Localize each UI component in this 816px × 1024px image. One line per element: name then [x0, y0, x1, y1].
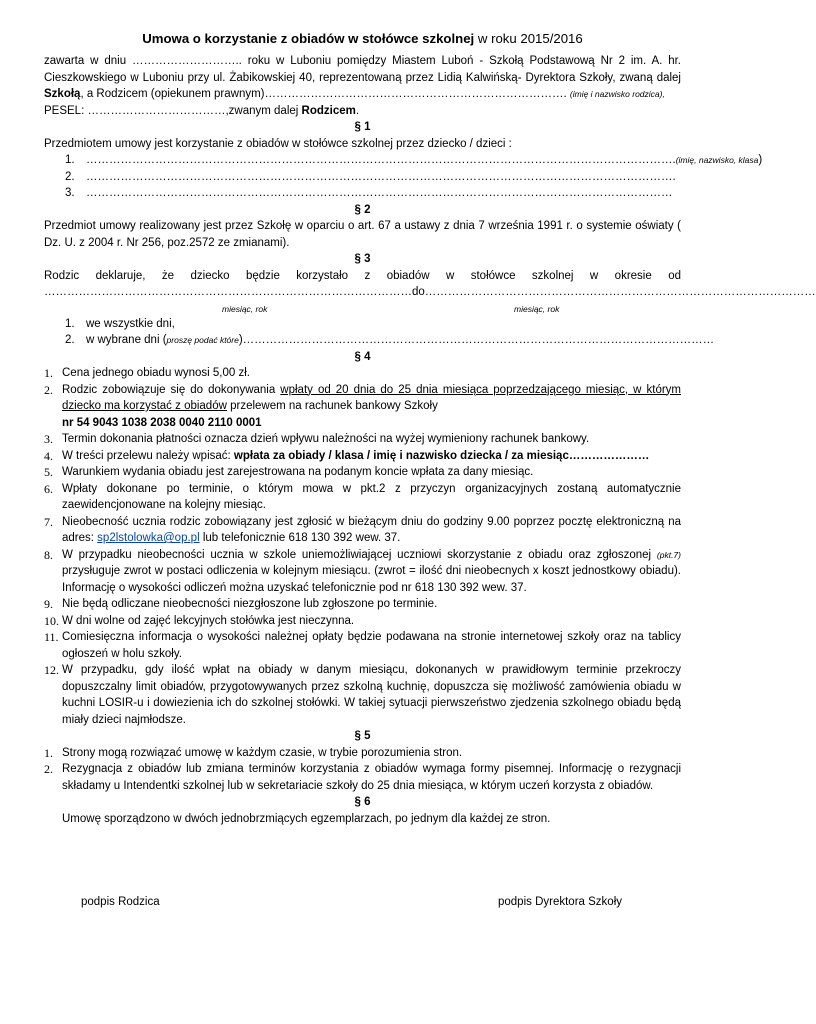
child-line: 2. ……………………………………………………………………………………………………………………………………….: [65, 170, 676, 183]
director-signature-label: podpis Dyrektora Szkoły: [498, 896, 622, 908]
list-item: 4. W treści przelewu należy wpisać: wpłata za obiady / klasa / imię i nazwisko dziecka / za miesiąc…………………: [44, 448, 650, 463]
month-hint-from: miesiąc, rok: [222, 303, 268, 314]
section-5-list: [44, 745, 681, 795]
section-4-list: [44, 365, 681, 728]
section-4-heading: § 4: [354, 350, 371, 363]
parent-signature-label: podpis Rodzica: [81, 896, 160, 908]
list-item: 1. Cena jednego obiadu wynosi 5,00 zł.: [44, 366, 250, 380]
list-item: 6. Wpłaty dokonane po terminie, o którym mowa w pkt.2 z przyczyn organizacyjnych zostaną automatycznie zaewidencjonowane na kolejny miesiąc.: [44, 481, 681, 511]
title-bold: Umowa o korzystanie z obiadów w stołówce szkolnej: [142, 31, 475, 46]
section-6-text: Umowę sporządzono w dwóch jednobrzmiących egzemplarzach, po jednym dla każdej ze stron.: [62, 812, 551, 825]
page-title: [44, 30, 681, 48]
section-3-heading: § 3: [354, 253, 371, 265]
list-item: 9. Nie będą odliczane nieobecności niezgłoszone lub zgłoszone po terminie.: [44, 597, 438, 611]
section-1-heading: § 1: [354, 121, 371, 133]
section-1-text: Przedmiotem umowy jest korzystanie z obiadów w stołówce szkolnej przez dziecko / dzieci :: [44, 137, 512, 150]
list-item: 7. Nieobecność ucznia rodzic zobowiązany jest zgłosić w bieżącym dniu do godziny 9.00 poprzez pocztę elektroniczną na adres: sp2lstolowka@op.pl lub telefonicznie 618 130 392 wew. 37.: [44, 514, 681, 544]
section-3-text: Rodzic deklaruje, że dziecko będzie korzystało z obiadów w stołówce szkolnej w okresie od: [44, 269, 681, 282]
section-2-text: Przedmiot umowy realizowany jest przez Szkołę w oparciu o art. 67 a ustawy z dnia 7 września 1991 r. o systemie oświaty ( Dz. U. z 2004 r. Nr 256, poz.2572 ze zmianami).: [44, 220, 681, 249]
month-hint-to: miesiąc, rok: [514, 303, 560, 314]
list-item: 5. Warunkiem wydania obiadu jest zarejestrowana na podanym koncie wpłata za dany miesiąc.: [44, 465, 534, 479]
list-item: 1. Strony mogą rozwiązać umowę w każdym czasie, w trybie porozumienia stron.: [44, 745, 463, 760]
days-option: 1. we wszystkie dni,: [65, 317, 175, 330]
list-item: 8. W przypadku nieobecności ucznia w szkole uniemożliwiającej uczniowi skorzystanie z obiadu oraz zgłoszonej (pkt.7) przysługuje zwrot w postaci odliczenia w kolejnym miesiącu. (zwrot = ilość dni nieobecnych x koszt jednostkowy obiadu). Informację o wysokości odliczeń można uzyskać telefonicznie pod nr 618 130 392 wew. 37.: [44, 547, 681, 594]
days-options: [44, 316, 715, 349]
period-hints: [44, 301, 681, 316]
section-2-heading: § 2: [354, 203, 371, 216]
contract-document: [44, 30, 816, 827]
title-year: w roku 2015/2016: [474, 31, 583, 46]
intro-paragraph: zawarta w dniu ……………………….. roku w Luboniu pomiędzy Miastem Luboń - Szkołą Podstawową Nr 2 im. A. hr. Cieszkowskiego w Luboniu przy ul. Żabikowskiej 40, reprezentowaną przez Lidią Kalwińską- Dyrektora Szkoły, zwaną dalej Szkołą, a Rodzicem (opiekunem prawnym)……………………………………………………………………. (imię i nazwisko rodzica),: [44, 55, 681, 100]
pesel-line: PESEL: ………………………………,zwanym dalej Rodzicem.: [44, 104, 360, 117]
email-link[interactable]: sp2lstolowka@op.pl: [97, 532, 200, 544]
days-option: 2. w wybrane dni (proszę podać które)……………………………………………………………………………………………………………: [65, 334, 715, 346]
section-6-heading: § 6: [354, 796, 371, 808]
list-item: 2. Rezygnacja z obiadów lub zmiana terminów korzystania z obiadów wymaga formy pisemnej. Informację o rezygnacji składamy u Intendentki szkolnej lub w sekretariacie szkoły do 25 dnia miesiąca, w którym uczeń korzysta z obiadów.: [44, 762, 681, 792]
period-dots-line: ……………………………………………………………………………………do…………………………………………………………………………………………: [44, 286, 816, 298]
child-line: 1. ……………………………………………………………………………………………………………………………………….(imię, nazwisko, klasa): [65, 154, 763, 166]
list-item: 12. W przypadku, gdy ilość wpłat na obiady w danym miesiącu, dokonanych w prawidłowym terminie przekroczy dopuszczalny limit obiadów, przygotowywanych przez szkolną kuchnię, dopuszcza się możliwość zamówienia obiadu w kuchni LOSIR-u i dowiezienia ich do szkolnej stołówki. W takiej sytuacji pierwszeństwo zjedzenia szkolnego obiadu będą miały dzieci najmłodsze.: [44, 663, 681, 726]
list-item: 2. Rodzic zobowiązuje się do dokonywania wpłaty od 20 dnia do 25 dnia miesiąca poprzedzającego miesiąc, w którym dziecko ma korzystać z obiadów przelewem na rachunek bankowy Szkoły nr 54 9043 1038 2038 0040 2110 0001: [44, 382, 681, 429]
bank-account-number: nr 54 9043 1038 2038 0040 2110 0001: [62, 416, 262, 429]
children-list: [44, 152, 763, 202]
list-item: 11. Comiesięczna informacja o wysokości należnej opłaty będzie podawana na stronie internetowej szkoły oraz na tablicy ogłoszeń w holu szkoły.: [44, 630, 681, 660]
list-item: 10. W dni wolne od zajęć lekcyjnych stołówka jest nieczynna.: [44, 613, 355, 628]
list-item: 3. Termin dokonania płatności oznacza dzień wpływu należności na wyżej wymieniony rachunek bankowy.: [44, 432, 590, 446]
section-5-heading: § 5: [354, 730, 371, 742]
child-line: 3. ………………………………………………………………………………………………………………………………………: [65, 187, 673, 199]
